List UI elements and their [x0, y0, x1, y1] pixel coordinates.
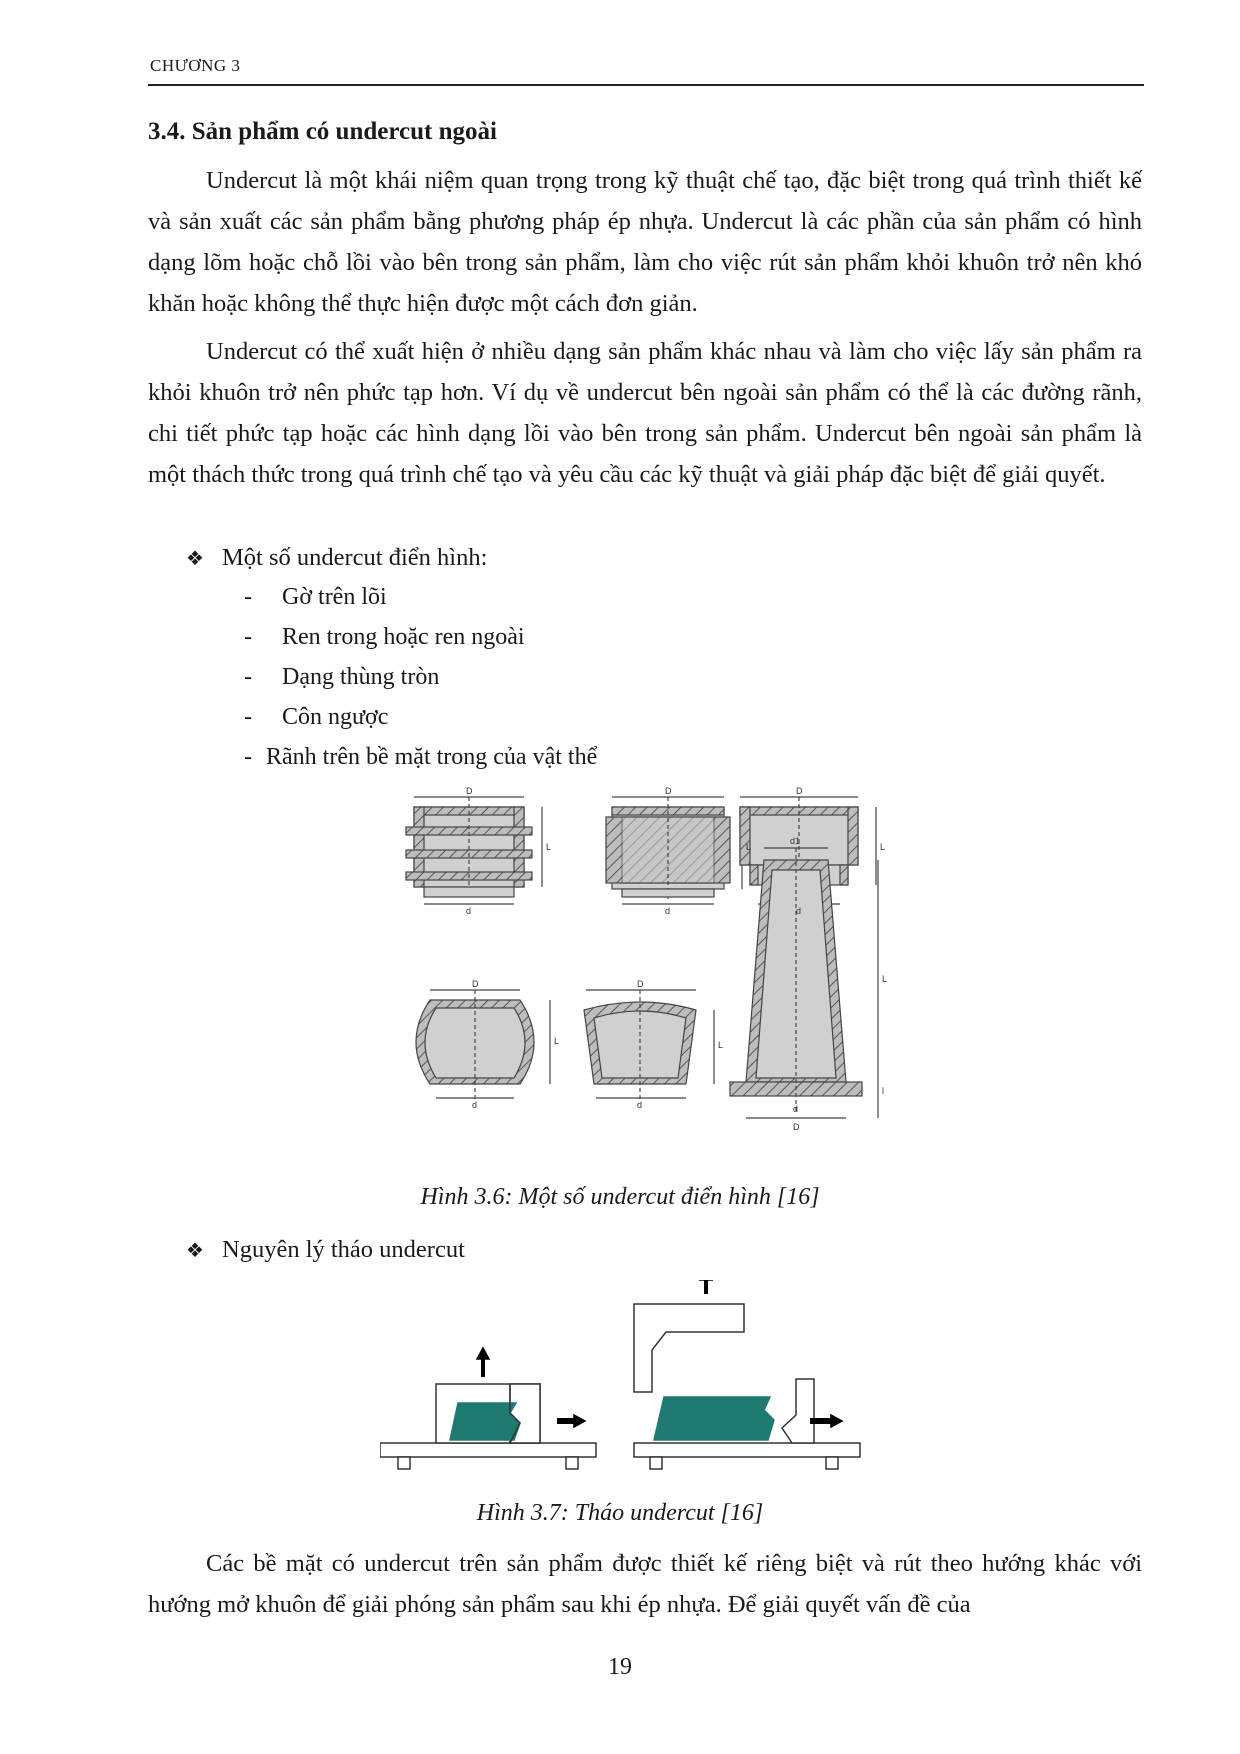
dim-label-L: L — [746, 842, 752, 852]
bullet-typical-label: Một số undercut điển hình: — [222, 544, 488, 571]
product-part — [654, 1397, 774, 1440]
list-item: - Dạng thùng tròn — [244, 664, 440, 690]
dim-label-d: d — [466, 906, 472, 916]
list-item-label: Dạng thùng tròn — [282, 664, 440, 690]
undercut-tall-cone — [730, 848, 878, 1118]
bullet-principle-label: Nguyên lý tháo undercut — [222, 1236, 465, 1263]
list-item: - Ren trong hoặc ren ngoài — [244, 624, 525, 650]
dim-label-L: L — [546, 842, 552, 852]
dim-label-L: L — [882, 974, 888, 984]
list-item: - Côn ngược — [244, 704, 389, 730]
undercut-ribs-on-core — [406, 797, 542, 904]
section-title: 3.4. Sản phẩm có undercut ngoài — [148, 118, 497, 145]
dim-label-L: L — [718, 1040, 724, 1050]
paragraph-3: Các bề mặt có undercut trên sản phẩm được thiết kế riêng biệt và rút theo hướng khác với hướng mở khuôn để giải phóng sản phẩm sau khi ép nhựa. Để giải quyết vấn đề của — [148, 1550, 1142, 1618]
dim-label-d: d — [796, 906, 802, 916]
dim-label-L: L — [554, 1036, 560, 1046]
undercut-barrel — [416, 990, 550, 1100]
chapter-header: CHƯƠNG 3 — [150, 56, 241, 75]
list-item-label: Rãnh trên bề mặt trong của vật thể — [266, 744, 598, 770]
paragraph-1: Undercut là một khái niệm quan trọng trong kỹ thuật chế tạo, đặc biệt trong quá trình thiết kế và sản xuất các sản phẩm bằng phương pháp ép nhựa. Undercut là các phần của sản phẩm có hình dạng lõm hoặc chỗ lồi vào bên trong sản phẩm, làm cho việc rút sản phẩm khỏi khuôn trở nên khó khăn hoặc không thể thực hiện được một cách đơn giản. — [148, 167, 1142, 317]
dim-label-D: D — [466, 786, 473, 796]
dim-label-d: d — [665, 906, 671, 916]
undercut-thread — [606, 797, 742, 904]
dim-label-d: d — [637, 1100, 643, 1110]
figure-3-7-caption: Hình 3.7: Tháo undercut [16] — [476, 1500, 764, 1526]
bullet-typical-undercuts — [186, 544, 487, 572]
mold-core-plate — [634, 1304, 744, 1392]
mold-opened — [634, 1280, 860, 1469]
figure-3-6-caption: Hình 3.6: Một số undercut điển hình [16] — [420, 1184, 820, 1210]
figure-3-7 — [380, 1280, 920, 1490]
bullet-principle — [186, 1236, 465, 1264]
dim-label-d: d — [472, 1100, 478, 1110]
list-item-label: Côn ngược — [282, 704, 389, 730]
diamond-bullet-icon: ❖ — [186, 1240, 204, 1262]
list-item: - Rãnh trên bề mặt trong của vật thể — [244, 744, 598, 770]
mold-closed — [380, 1348, 596, 1469]
dim-label-D: D — [637, 979, 644, 989]
dim-label-D: D — [665, 786, 672, 796]
dim-label-L: L — [880, 842, 886, 852]
dim-label-D: D — [472, 979, 479, 989]
list-item-label: Ren trong hoặc ren ngoài — [282, 624, 525, 650]
undercut-reverse-taper — [584, 990, 714, 1100]
page-number: 19 — [608, 1654, 632, 1680]
dim-label-d: d — [793, 1104, 799, 1114]
paragraph-2: Undercut có thể xuất hiện ở nhiều dạng sản phẩm khác nhau và làm cho việc lấy sản phẩm ra khỏi khuôn trở nên phức tạp hơn. Ví dụ về undercut bên ngoài sản phẩm có thể là các đường rãnh, chi tiết phức tạp hoặc các hình dạng lồi vào bên trong sản phẩm. Undercut bên ngoài sản phẩm là một thách thức trong quá trình chế tạo và yêu cầu các kỹ thuật và giải pháp đặc biệt để giải quyết. — [148, 338, 1142, 488]
header-rule — [148, 84, 1144, 86]
dim-label-D: D — [796, 786, 803, 796]
slider-block — [782, 1379, 814, 1443]
diamond-bullet-icon: ❖ — [186, 548, 204, 570]
list-item: - Gờ trên lõi — [244, 584, 387, 610]
list-item-label: Gờ trên lõi — [282, 584, 387, 610]
dim-label-D: D — [793, 1122, 800, 1132]
dim-label-l: l — [882, 1086, 884, 1096]
dim-label-d1: d1 — [790, 836, 801, 846]
figure-3-6 — [400, 782, 1000, 1152]
